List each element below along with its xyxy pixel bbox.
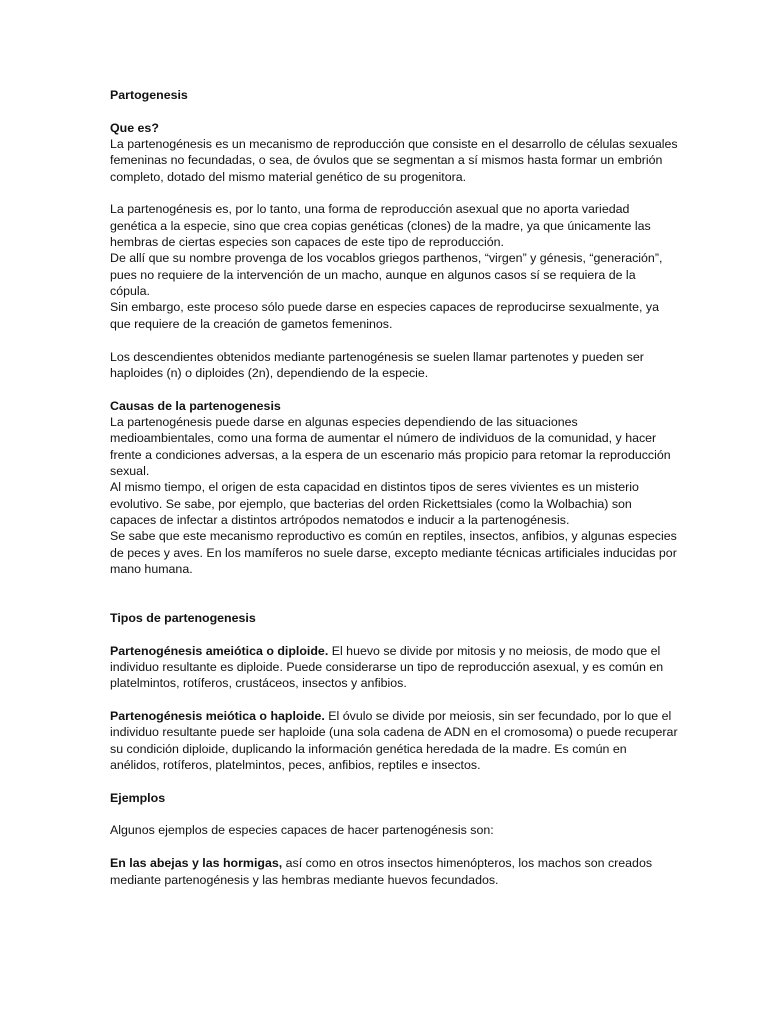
paragraph: Sin embargo, este proceso sólo puede darse en especies capaces de reproducirse sexualmente, ya que requiere de la creación de gametos femeninos.	[110, 300, 659, 331]
paragraph-type-meiotic: Partenogénesis meiótica o haploide. El óvulo se divide por meiosis, sin ser fecundado, por lo que el individuo resultante puede ser haploide (una sola cadena de ADN en el cromosoma) o puede recuperar su condición diploide, duplicando la información genética heredada de la madre. Es común en anélidos, rotíferos, platelmintos, peces, anfibios, reptiles e insectos.	[110, 709, 678, 773]
term-ameiotic: Partenogénesis ameiótica o diploide.	[110, 643, 329, 658]
section-heading-causas: Causas de la partenogenesis	[110, 398, 281, 413]
paragraph-example-bees: En las abejas y las hormigas, así como en otros insectos himenópteros, los machos son creados mediante partenogénesis y las hembras mediante huevos fecundados.	[110, 856, 653, 887]
section-heading-tipos: Tipos de partenogenesis	[110, 611, 256, 625]
section-heading-ejemplos: Ejemplos	[110, 790, 166, 805]
paragraph: Algunos ejemplos de especies capaces de hacer partenogénesis son:	[110, 823, 494, 838]
document-title: Partogenesis	[110, 88, 188, 102]
paragraph: Se sabe que este mecanismo reproductivo es común en reptiles, insectos, anfibios, y algunas especies de peces y aves. En los mamíferos no suele darse, excepto mediante técnicas artificiales inducidas por mano humana.	[110, 529, 677, 576]
paragraph: Al mismo tiempo, el origen de esta capacidad en distintos tipos de seres vivientes es un misterio evolutivo. Se sabe, por ejemplo, que bacterias del orden Rickettsiales (como la Wolbachia) son capaces de infectar a distintos artrópodos nematodos e inducir a la partenogénesis.	[110, 480, 639, 527]
paragraph: La partenogénesis es un mecanismo de reproducción que consiste en el desarrollo de células sexuales femeninas no fecundadas, o sea, de óvulos que se segmentan a sí mismos hasta formar un embrión completo, dotado del mismo material genético de su progenitora.	[110, 137, 678, 184]
paragraph-type-ameiotic: Partenogénesis ameiótica o diploide. El huevo se divide por mitosis y no meiosis, de modo que el individuo resultante es diploide. Puede considerarse un tipo de reproducción asexual, y es común en platelmintos, rotíferos, crustáceos, insectos y anfibios.	[110, 643, 664, 691]
paragraph: La partenogénesis puede darse en algunas especies dependiendo de las situaciones medioambientales, como una forma de aumentar el número de individuos de la comunidad, y hacer frente a condiciones adversas, a la espera de un escenario más propicio para retomar la reproducción sexual.	[110, 414, 671, 478]
term-bees-ants: En las abejas y las hormigas,	[110, 856, 283, 871]
paragraph: La partenogénesis es, por lo tanto, una forma de reproducción asexual que no aporta variedad genética a la especie, sino que crea copias genéticas (clones) de la madre, ya que únicamente las hembras de ciertas especies son capaces de este tipo de reproducción.	[110, 202, 651, 250]
term-meiotic: Partenogénesis meiótica o haploide.	[110, 709, 325, 724]
paragraph: De allí que su nombre provenga de los vocablos griegos parthenos, “virgen” y génesis, “generación”, pues no requiere de la intervención de un macho, aunque en algunos casos sí se requiera de la cópula.	[110, 251, 663, 299]
paragraph: Los descendientes obtenidos mediante partenogénesis se suelen llamar partenotes y pueden ser haploides (n) o diploides (2n), dependiendo de la especie.	[110, 349, 644, 380]
section-heading-que-es: Que es?	[110, 120, 159, 135]
